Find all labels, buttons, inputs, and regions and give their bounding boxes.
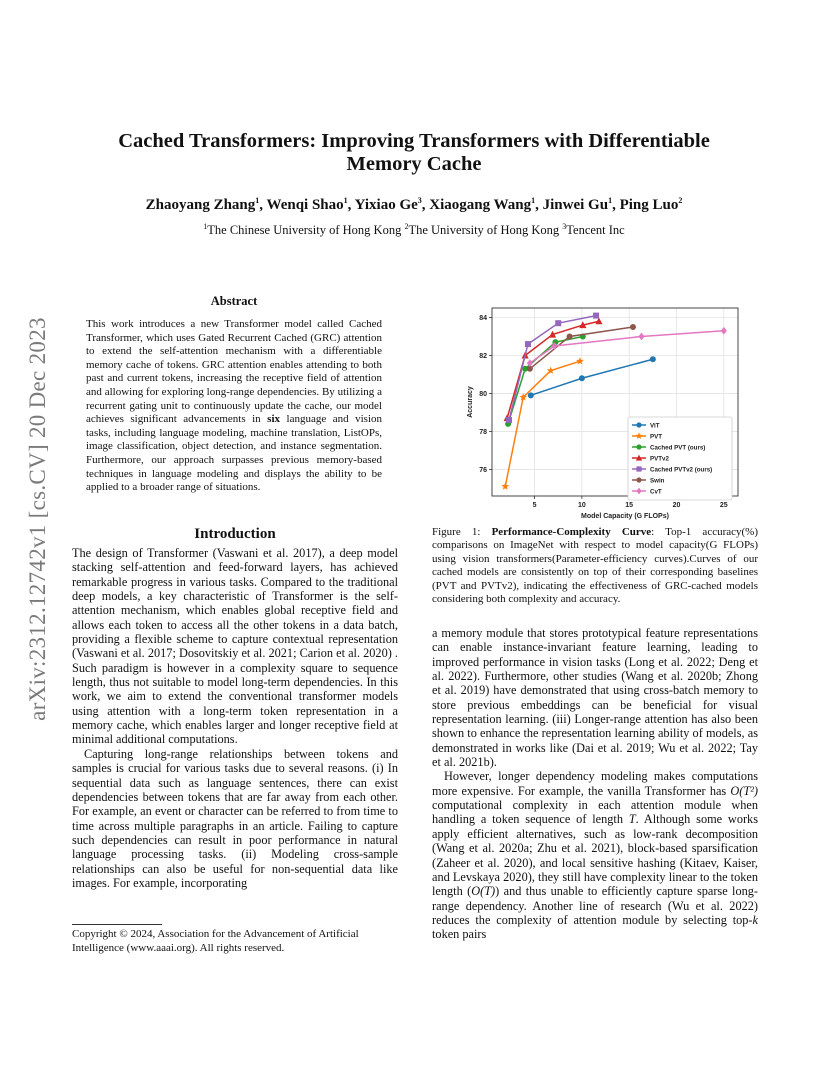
data-point xyxy=(576,357,584,364)
author-name: Jinwei Gu$^1$ xyxy=(542,196,613,213)
x-axis-label: Model Capacity (G FLOPs) xyxy=(581,513,669,520)
performance-complexity-chart xyxy=(452,304,742,522)
data-point xyxy=(630,324,636,330)
legend-label: Swin xyxy=(650,477,665,485)
legend-label: CvT xyxy=(650,488,662,496)
y-tick-label: 76 xyxy=(479,466,487,474)
figure-caption: Figure 1: Performance-Complexity Curve: Top-1 accuracy(%) comparisons on ImageNet with respect to model capacity(G FLOPs) using vision transformers(Parameter-efficiency curves).Curves of our cached models are consistently on top of their corresponding baselines (PVT and PVTv2), indicating the effectiveness of GRC-cached models considering both complexity and accuracy. xyxy=(432,526,758,606)
caption-title: Performance-Complexity Curve xyxy=(491,526,652,538)
y-tick-label: 80 xyxy=(479,390,487,398)
affiliation: $^1$The Chinese University of Hong Kong xyxy=(203,222,402,238)
author-list: Zhaoyang Zhang$^1$, Wenqi Shao$^1$, Yixiao Ge$^3$, Xiaogang Wang$^1$, Jinwei Gu$^1$, Ping Luo$^2$ xyxy=(145,196,683,213)
right-column-body xyxy=(432,626,758,942)
y-tick-label: 84 xyxy=(479,314,487,322)
author-name: Ping Luo$^2$ xyxy=(619,196,683,213)
affiliation: $^2$The University of Hong Kong xyxy=(404,222,560,238)
author-name: Xiaogang Wang$^1$ xyxy=(429,196,536,213)
data-point xyxy=(638,333,644,341)
legend-label: Cached PVTv2 (ours) xyxy=(650,466,713,474)
data-point xyxy=(593,313,599,319)
arxiv-stamp: arXiv:2312.12742v1 [cs.CV] 20 Dec 2023 xyxy=(25,317,50,721)
data-point xyxy=(567,333,573,339)
intro-paragraph-2: Capturing long-range relationships between tokens and samples is crucial for various tasks due to several reasons. (i) In sequential data such as language sentences, there can exist dependencies between tokens that are far away from each other. For example, an event or character can be referred to from time to time across multiple paragraphs in an article. Failing to capture such dependencies can result in poor performance in natural language processing tasks. (ii) Modeling cross-sample relationships can also be useful for non-sequential data like images. For example, incorporating xyxy=(72,746,398,890)
x-tick-label: 10 xyxy=(577,502,586,509)
x-tick-label: 20 xyxy=(672,502,681,509)
y-axis-label: Accuracy xyxy=(467,386,474,418)
legend-label: ViT xyxy=(650,422,660,430)
intro-paragraph-1: The design of Transformer (Vaswani et al. 2017), a deep model stacking self-attention and feed-forward layers, has achieved remarkable progress in various tasks. Compared to the traditional deep models, a key characteristic of Transformer is the self-attention mechanism, which enables global receptive field and allows each token to access all the other tokens in a data batch, providing a flexible scheme to capture contextual representation (Vaswani et al. 2017; Dosovitskiy et al. 2021; Carion et al. 2020) . Such paradigm is however in a complexity square to sequence length, thus not suitable to model long-term dependencies. In this work, we aim to extend the conventional transformer models using attention with a long-term token representation in a memory cache, which enables larger and longer receptive field at minimal additional computations. xyxy=(72,546,398,747)
x-tick-label: 25 xyxy=(719,502,728,509)
data-point xyxy=(506,417,512,423)
abstract-heading: Abstract xyxy=(210,294,258,308)
author-name: Wenqi Shao$^1$ xyxy=(266,196,348,213)
data-point xyxy=(528,392,534,398)
data-point xyxy=(555,320,561,326)
legend-label: PVT xyxy=(650,433,663,441)
legend-label: Cached PVT (ours) xyxy=(650,444,706,452)
data-point xyxy=(721,327,727,335)
legend-marker xyxy=(636,422,641,427)
legend-label: PVTv2 xyxy=(650,455,669,463)
series-line xyxy=(530,331,724,363)
footnote-rule xyxy=(72,924,162,925)
right-paragraph-1: a memory module that stores prototypical feature representations can enable instance-invariant feature learning, leading to improved performance in vision tasks (Long et al. 2022; Deng et al. 2022). Furthermore, other studies (Wang et al. 2020b; Zhong et al. 2019) have demonstrated that using cross-batch memory to store previous embeddings can be beneficial for visual representation learning. (iii) Longer-range attention has also been shown to enhance the representation learning ability of models, as demonstrated in works like (Dai et al. 2019; Wu et al. 2022; Tay et al. 2021b). xyxy=(432,626,758,770)
right-paragraph-2: However, longer dependency modeling makes computations more expensive. For example, the vanilla Transformer has O(T²) computational complexity in each attention module when handling a token sequence of length T. Although some works apply efficient alternatives, such as low-rank decomposition (Wang et al. 2020a; Zhu et al. 2021), block-based sparsification (Zaheer et al. 2020), and local sensitive hashing (Kitaev, Kaiser, and Levskaya 2020), they still have complexity linear to the token length (O(T)) and thus unable to efficiently capture sparse long-range dependency. Another line of research (Wu et al. 2022) reduces the complexity of attention module by selecting top-k token pairs xyxy=(432,769,759,942)
abstract-bold-word: six xyxy=(267,413,281,426)
x-tick-label: 15 xyxy=(625,502,634,509)
abstract-text: This work introduces a new Transformer model called Cached Transformer, which uses Gated Recurrent Cached (GRC) attention to extend the self-attention mechanism with a differentiable memory cache of tokens. GRC attention enables attending to both past and current tokens, increasing the receptive field of attention and allowing for exploring long-range dependencies. By utilizing a recurrent gating unit to continuously update the cache, our model achieves significant advancements in six language and vision tasks, including language modeling, machine translation, ListOPs, image classification, object detection, and instance segmentation. Furthermore, our approach surpasses previous memory-based techniques in language modeling and displays the ability to be applied to a broader range of situations. xyxy=(86,318,382,494)
paper-title: Cached Transformers: Improving Transformers with Differentiable Memory Cache xyxy=(118,130,710,175)
affiliation-list xyxy=(80,222,748,238)
section-heading-introduction: Introduction xyxy=(194,526,276,542)
y-tick-label: 82 xyxy=(479,352,487,360)
legend-marker xyxy=(636,444,641,449)
x-tick-label: 5 xyxy=(532,502,537,509)
series-line xyxy=(531,359,653,395)
data-point xyxy=(579,375,585,381)
author-name: Zhaoyang Zhang$^1$ xyxy=(145,196,260,213)
y-tick-label: 78 xyxy=(479,428,487,436)
left-column-body xyxy=(72,546,398,890)
copyright-note: Copyright © 2024, Association for the Advancement of Artificial Intelligence (www.aaai.org). All rights reserved. xyxy=(72,928,359,954)
data-point xyxy=(650,356,656,362)
affiliation: $^3$Tencent Inc xyxy=(562,222,625,238)
legend-marker xyxy=(636,466,641,471)
series-line xyxy=(505,361,580,486)
legend-marker xyxy=(636,477,641,482)
data-point xyxy=(525,341,531,347)
data-point xyxy=(501,483,509,490)
author-name: Yixiao Ge$^3$ xyxy=(354,196,422,213)
